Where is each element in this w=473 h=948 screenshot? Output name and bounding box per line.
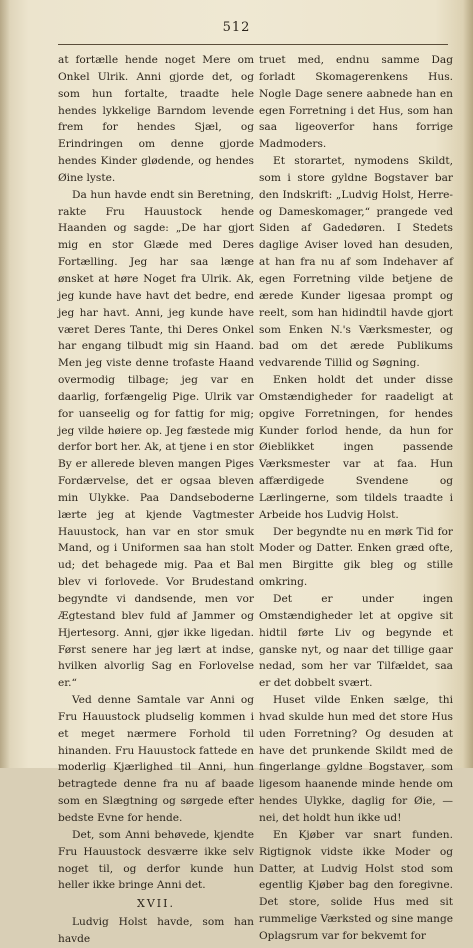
page-edge-shadow-left <box>0 0 10 768</box>
chapter-heading: XVII. <box>137 897 175 911</box>
left-column <box>58 52 254 948</box>
paragraph: truet med, endnu samme Dag forladt Skomagerenkens Hus. Nogle Dage senere aabnede han en egen Forretning i det Hus, som han saa ligeoverfor hans forrige Madmoders. <box>259 54 453 151</box>
paragraph: at fortælle hende noget Mere om Onkel Ulrik. Anni gjorde det, og som hun fortalte, traadte hele hendes lykkelige Barndom levende frem for hendes Sjæl, og Erindringen om denne gjorde hendes Kinder glødende, og hendes Øine lyste. <box>58 54 254 184</box>
header-rule <box>58 44 448 45</box>
paragraph: Ved denne Samtale var Anni og Fru Hauustock pludselig kommen i et meget nærmere Forhold til hinanden. Fru Hauustock fattede en moderlig Kjærlighed til Anni, hun betragtede denne fra nu af baade som en Slægtning og sørgede efter bedste Evne for hende. <box>58 694 254 824</box>
page-number: 512 <box>222 20 251 35</box>
paragraph: En Kjøber var snart funden. Rigtignok vidste ikke Moder og Datter, at Ludvig Holst stod som egentlig Kjøber bag den foregivne. Det store, solide Hus med sit rummelige Værksted og sine mange Oplagsrum var for bekvemt for <box>259 828 453 942</box>
paragraph: Det er under ingen Omstændigheder let at opgive sit hidtil førte Liv og begynde et ganske nyt, og naar det tillige gaar nedad, som her var Tilfældet, saa er det dobbelt svært. <box>259 593 453 690</box>
paragraph: Et storartet, nymodens Skildt, som i store gyldne Bogstaver bar den Indskrift: „Ludvig Holst, Herre- og Dameskomager,“ prangede ved Siden af Gadedøren. I Stedets daglige Aviser loved han desuden, at han fra nu af som Indehaver af egen Forretning vilde betjene de ærede Kunder ligesaa prompt og reelt, som han hidindtil havde gjort som Enken N.'s Værksmester, og bad om det ærede Publikums vedvarende Tillid og Søgning. <box>259 155 453 370</box>
paragraph: Der begyndte nu en mørk Tid for Moder og Datter. Enken græd ofte, men Birgitte gik bleg og stille omkring. <box>259 525 453 589</box>
right-column <box>259 52 453 945</box>
paragraph: Enken holdt det under disse Omstændigheder for raadeligt at opgive Forretningen, for hendes Kunder forlod hende, da hun for Øieblikket ingen passende Værksmester var at faa. Hun affærdigede Svendene og Lærlingerne, som tildels traadte i Arbeide hos Ludvig Holst. <box>259 374 453 521</box>
page-edge-shadow-right <box>463 0 473 768</box>
paragraph: Ludvig Holst havde, som han havde <box>58 916 254 945</box>
paragraph: Huset vilde Enken sælge, thi hvad skulde hun med det store Hus uden Forretning? Og desuden at have det prunkende Skildt med de fingerlange gyldne Bogstaver, som ligesom haanende minde hende om hendes Ulykke, daglig for Øie, — nei, det holdt hun ikke ud! <box>259 694 453 824</box>
paragraph: Det, som Anni behøvede, kjendte Fru Hauustock desværre ikke selv noget til, og derfor kunde hun heller ikke bringe Anni det. <box>58 828 254 892</box>
paragraph: Da hun havde endt sin Beretning, rakte Fru Hauustock hende Haanden og sagde: „De har gjort mig en stor Glæde med Deres Fortælling. Jeg har saa længe ønsket at høre Noget fra Ulrik. Ak, jeg kunde have havt det bedre, end jeg har havt. Anni, jeg kunde have været Deres Tante, thi Deres Onkel har engang tilbudt mig sin Haand. Men jeg viste denne trofaste Haand overmodig tilbage; jeg var en daarlig, forfængelig Pige. Ulrik var for uanseelig og for fattig for mig; jeg vilde høiere op. Jeg fæstede mig derfor bort her. Ak, at tjene i en stor By er allerede bleven mangen Piges Fordærvelse, det er ogsaa bleven min Ulykke. Paa Dandseboderne lærte jeg at kjende Vagtmester Hauustock, han var en stor smuk Mand, og i Uniformen saa han stolt ud; det behagede mig. Paa et Bal blev vi forlovede. Vor Brudestand begyndte vi dandsende, men vor Ægtestand blev fuld af Jammer og Hjertesorg. Anni, gjør ikke ligedan. Først senere har jeg lært at indse, hvilken alvorlig Sag en Forlovelse er.“ <box>58 188 254 690</box>
